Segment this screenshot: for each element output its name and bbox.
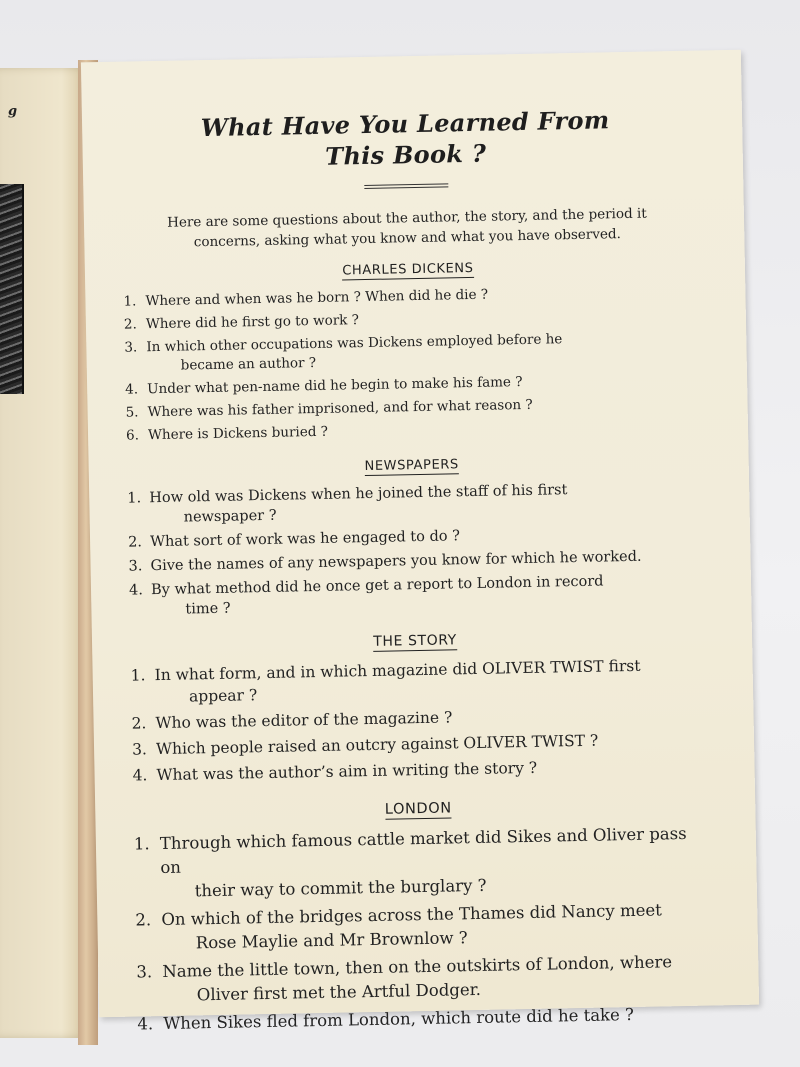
question-item: 3. Which people raised an outcry against OLIVER TWIST ? [131,731,599,759]
question-item: 1. In what form, and in which magazine did OLIVER TWIST first appear ? [130,656,641,706]
question-list [134,822,708,1037]
section-heading: CHARLES DICKENS [342,260,474,279]
question-item: 2. What sort of work was he engaged to do ? [127,528,461,551]
facing-page-text-fragment: g [8,104,18,119]
question-list [127,478,699,621]
section-heading: THE STORY [373,632,458,650]
question-item: 2. Where did he first go to work ? [123,312,360,333]
question-list [123,282,696,446]
page-title [120,103,691,176]
question-item: 1. Where and when was he born ? When did he die ? [123,286,489,310]
section-london [133,796,707,1037]
section-the-story [130,628,703,787]
section-newspapers [127,453,700,621]
question-item: 4. Under what pen-name did he begin to make his fame ? [125,374,523,398]
question-item: 6. Where is Dickens buried ? [125,423,329,444]
page-title-line-1: What Have You Learned From [200,105,610,143]
section-heading: LONDON [384,800,452,818]
page-title-line-2: This Book ? [324,138,487,171]
section-charles-dickens [123,257,696,446]
book-page [81,50,759,1034]
question-item: 4. When Sikes fled from London, which route did he take ? [137,1004,635,1034]
question-item: 3. In which other occupations was Dickens employed before he became an author ? [124,331,563,374]
question-item: 2. Who was the editor of the magazine ? [131,708,453,733]
facing-page-edge [0,68,88,1038]
page-content [120,103,708,1053]
intro-paragraph: Here are some questions about the author, the story, and the period it concerns, asking what you know and what you have observed. [166,205,647,251]
question-list [130,654,702,787]
facing-page-illustration [0,184,24,394]
question-item: 3. Name the little town, then on the outskirts of London, where Oliver first met the Artful Dodger. [136,952,673,1005]
section-heading: NEWSPAPERS [364,457,459,475]
question-item: 4. What was the author’s aim in writing the story ? [132,758,538,785]
question-item: 2. On which of the bridges across the Thames did Nancy meet Rose Maylie and Mr Brownlow ? [135,900,662,953]
question-item: 1. Through which famous cattle market did Sikes and Oliver pass on their way to commit the burglary ? [133,823,687,901]
question-item: 4. By what method did he once get a report to London in record time ? [128,573,604,618]
title-double-rule [364,183,448,189]
question-item: 5. Where was his father imprisoned, and for what reason ? [125,396,533,421]
question-item: 1. How old was Dickens when he joined the staff of his first newspaper ? [127,482,568,526]
question-item: 3. Give the names of any newspapers you know for which he worked. [128,548,642,575]
